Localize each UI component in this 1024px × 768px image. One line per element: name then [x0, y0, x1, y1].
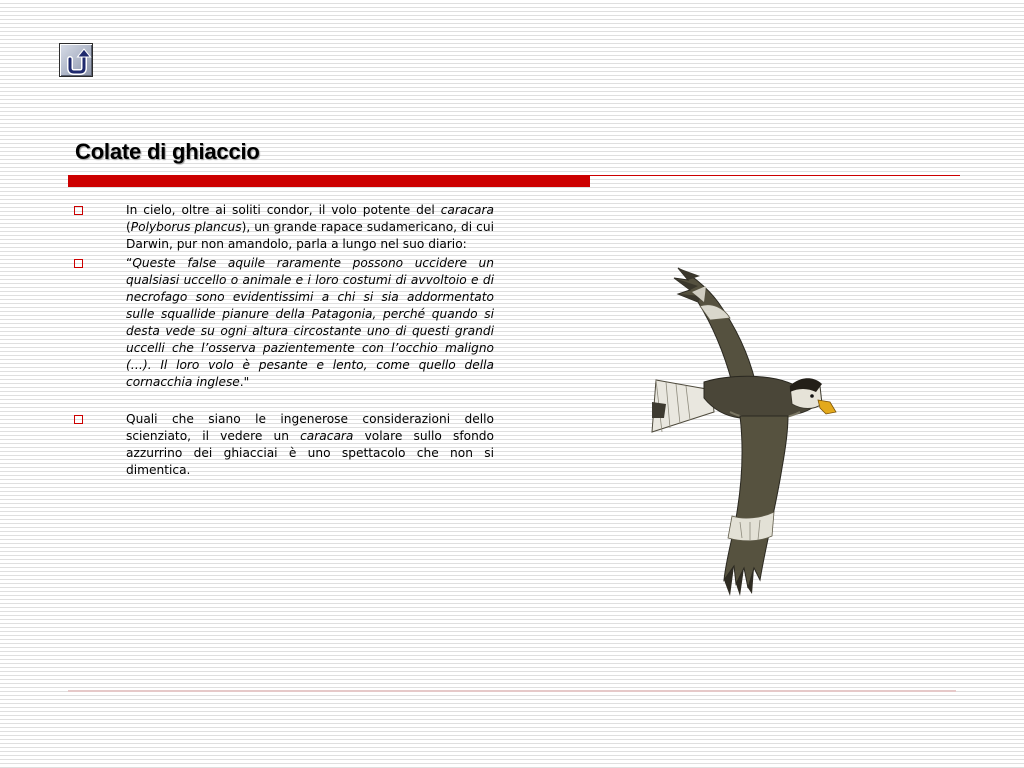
italic-term: caracara: [440, 203, 494, 217]
bullet-text: [126, 411, 494, 479]
slide-title: Colate di ghiaccio: [75, 139, 260, 164]
square-bullet-icon: [74, 206, 83, 215]
bullet-text: [126, 202, 494, 253]
darwin-quote: Queste false aquile raramente possono uccidere un qualsiasi uccello o animale e i loro costumi di avvoltoio e di necrofago sono evidentissimi a chi si sia addormentato sulle squallide pianure della Patagonia, perché quando si desta vede su ogni altura circostante uno di questi grandi uccelli che l’osserva pazientemente con l’occhio maligno (…). Il loro volo è pesante e lento, come quello della cornacchia inglese: [126, 256, 494, 389]
italic-term: Polyborus plancus: [130, 220, 242, 234]
bullet-text: [126, 255, 494, 391]
bullet-item: [74, 255, 494, 391]
title-accent-bar: [68, 175, 590, 187]
return-arrow-icon: [60, 44, 94, 78]
bullet-item: [74, 411, 494, 479]
text-run: In cielo, oltre ai soliti condor, il volo potente del: [126, 203, 441, 217]
quote-mark: “: [126, 256, 133, 270]
bullet-item: [74, 202, 494, 253]
bird-illustration: [640, 262, 850, 597]
quote-mark: .": [239, 375, 250, 389]
footer-divider: [68, 690, 956, 692]
text-run: Quali che siano le ingenerose considerazioni dello scienziato, il vedere un: [126, 412, 494, 443]
back-button[interactable]: [59, 43, 93, 77]
italic-term: caracara: [300, 429, 354, 443]
title-divider: [590, 175, 960, 176]
text-run: (: [126, 220, 131, 234]
bullet-list: [74, 202, 494, 479]
square-bullet-icon: [74, 415, 83, 424]
text-run: volare sullo sfondo azzurrino dei ghiacciai è uno spettacolo che non si dimentica.: [126, 429, 494, 477]
text-run: ), un grande rapace sudamericano, di cui Darwin, pur non amandolo, parla a lungo nel suo diario:: [126, 220, 494, 251]
square-bullet-icon: [74, 259, 83, 268]
